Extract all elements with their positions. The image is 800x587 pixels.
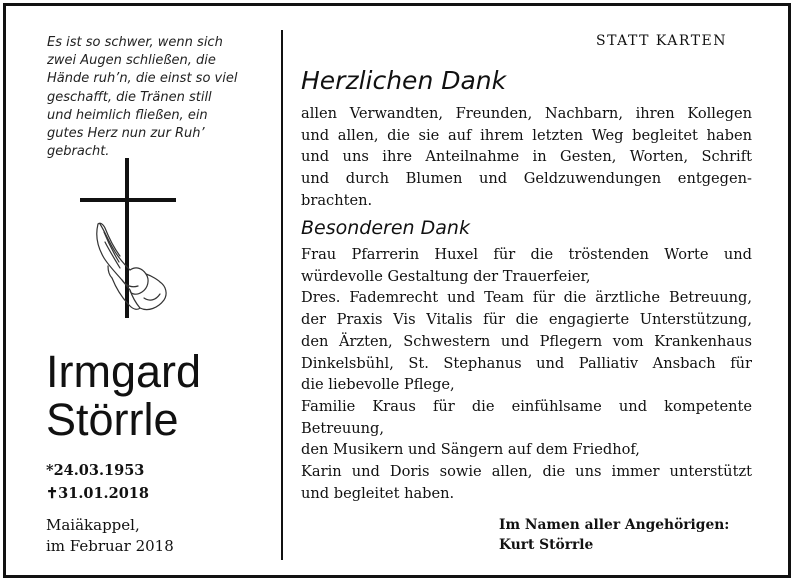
thanks-heading: Herzlichen Dank xyxy=(301,66,507,95)
special-thanks-line: Frau Pfarrerin Huxel für die tröstenden Worte und xyxy=(301,246,752,263)
column-divider xyxy=(281,30,283,560)
poem-line: geschafft, die Tränen still xyxy=(47,89,212,105)
special-thanks-heading: Besonderen Dank xyxy=(301,217,470,239)
signature xyxy=(499,515,729,555)
cross-praying-hands-icon xyxy=(78,158,188,318)
special-thanks-line: die liebevolle Pflege, xyxy=(301,376,455,394)
poem-line: und heimlich fließen, ein xyxy=(47,107,208,123)
special-thanks-line: den Ärzten, Schwestern und Pflegern vom Krankenhaus xyxy=(301,332,752,350)
life-dates xyxy=(46,459,149,505)
special-thanks-line: Betreuung, xyxy=(301,419,385,437)
thanks-paragraph xyxy=(301,103,752,212)
special-thanks-line: und begleitet haben. xyxy=(301,484,455,502)
signature-intro: Im Namen aller Angehörigen: xyxy=(499,517,730,533)
special-thanks-line: Familie Kraus für die einfühlsame und kompetente xyxy=(301,397,752,415)
special-thanks-paragraph xyxy=(301,244,752,504)
birth-date: *24.03.1953 xyxy=(46,462,145,479)
thanks-line: und durch Blumen und Geldzuwendungen entgegen- xyxy=(301,170,752,188)
date: im Februar 2018 xyxy=(46,537,174,555)
special-thanks-line: der Praxis Vis Vitalis für die engagierte Unterstützung, xyxy=(301,311,752,329)
poem-line: Hände ruh’n, die einst so viel xyxy=(47,71,238,87)
special-thanks-line: den Musikern und Sängern auf dem Friedhof, xyxy=(301,441,640,459)
death-date: ✝31.01.2018 xyxy=(46,485,149,502)
last-name: Störrle xyxy=(46,394,179,445)
thanks-line: brachten. xyxy=(301,191,373,209)
poem-line: gutes Herz nun zur Ruh’ xyxy=(47,126,205,142)
special-thanks-line: Dinkelsbühl, St. Stephanus und Palliativ Ansbach für xyxy=(301,354,752,372)
special-thanks-line: Karin und Doris sowie allen, die uns immer unterstützt xyxy=(301,463,752,481)
thanks-line: allen Verwandten, Freunden, Nachbarn, ihren Kollegen xyxy=(301,105,752,122)
thanks-line: und uns ihre Anteilnahme in Gesten, Worten, Schrift xyxy=(301,148,752,166)
thanks-line: und allen, die sie auf ihrem letzten Weg begleitet haben xyxy=(301,126,752,144)
poem xyxy=(47,34,279,161)
place-date xyxy=(46,515,174,557)
deceased-name xyxy=(46,348,201,444)
statt-karten-label: STATT KARTEN xyxy=(596,33,727,49)
special-thanks-line: würdevolle Gestaltung der Trauerfeier, xyxy=(301,267,591,285)
signature-name: Kurt Störrle xyxy=(499,537,594,553)
poem-line: gebracht. xyxy=(47,144,110,160)
place: Maiäkappel, xyxy=(46,516,140,534)
first-name: Irmgard xyxy=(46,346,202,397)
poem-line: zwei Augen schließen, die xyxy=(47,53,216,69)
special-thanks-line: Dres. Fademrecht und Team für die ärztliche Betreuung, xyxy=(301,289,752,307)
poem-line: Es ist so schwer, wenn sich xyxy=(47,35,223,50)
